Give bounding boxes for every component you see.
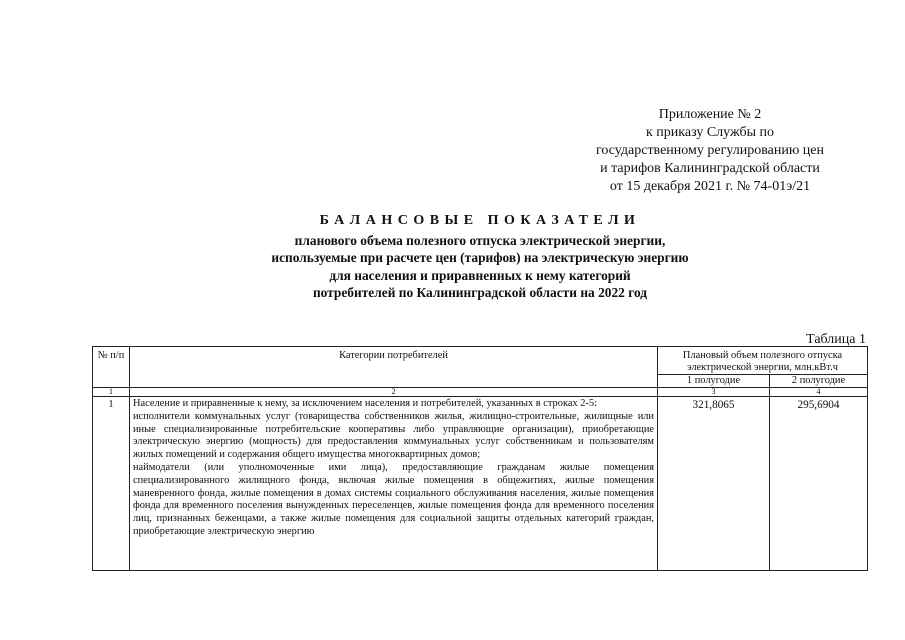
category-paragraph: наймодатели (или уполномоченные ими лица), предоставляющие гражданам жилые помещения специализированного жилищного фонда, включая жилые помещения в общежитиях, жилые помещения маневренного фонда, жилые помещения в домах системы социального обслуживания населения, жилые помещения фонда для временного поселения вынужденных переселенцев, жилые помещения фонда для временного поселения лиц, признанных беженцами, а также жилые помещения для социальной защиты отдельных категорий граждан, приобретающие электрическую энергию	[133, 461, 654, 537]
appendix-line: и тарифов Калининградской области	[600, 161, 820, 176]
title-line: для населения и приравненных к нему категорий	[329, 267, 631, 283]
document-title	[200, 212, 760, 302]
category-paragraph: исполнители коммунальных услуг (товарищества собственников жилья, жилищно-строительные, жилищные или иные специализированные потребительские кооперативы либо управляющие организации), приобретающие электрическую энергию (мощность) для предоставления коммунальных услуг собственникам и пользователям жилых помещений и содержания общего имущества многоквартирных домов;	[133, 410, 654, 461]
header-half2: 2 полугодие	[770, 375, 868, 388]
table-caption: Таблица 1	[806, 332, 866, 347]
table-row	[93, 397, 868, 571]
appendix-line: от 15 декабря 2021 г. № 74-01э/21	[609, 179, 811, 194]
column-number: 2	[130, 388, 658, 397]
appendix-header	[560, 106, 860, 196]
title-line: потребителей по Калининградской области на 2022 год	[312, 285, 648, 300]
title-line: планового объема полезного отпуска электрической энергии,	[294, 232, 666, 248]
header-half1: 1 полугодие	[658, 375, 770, 388]
category-paragraph: Население и приравненные к нему, за исключением населения и потребителей, указанных в строках 2-5:	[133, 398, 597, 409]
header-category: Категории потребителей	[130, 347, 658, 388]
header-volume: Плановый объем полезного отпуска электрической энергии, млн.кВт.ч	[658, 347, 868, 375]
row-number: 1	[93, 397, 130, 571]
appendix-line: к приказу Службы по	[646, 125, 774, 140]
column-number: 1	[93, 388, 130, 397]
title-line: используемые при расчете цен (тарифов) на электрическую энергию	[271, 250, 689, 265]
title-main: БАЛАНСОВЫЕ ПОКАЗАТЕЛИ	[319, 213, 641, 228]
row-half1-value: 321,8065	[658, 397, 770, 571]
row-half2-value: 295,6904	[770, 397, 868, 571]
header-number: № п/п	[93, 347, 130, 388]
appendix-line: государственному регулированию цен	[596, 143, 824, 158]
column-number: 4	[770, 388, 868, 397]
balance-table	[92, 346, 868, 571]
row-category-text	[130, 397, 658, 571]
column-number: 3	[658, 388, 770, 397]
appendix-line: Приложение № 2	[658, 107, 762, 122]
